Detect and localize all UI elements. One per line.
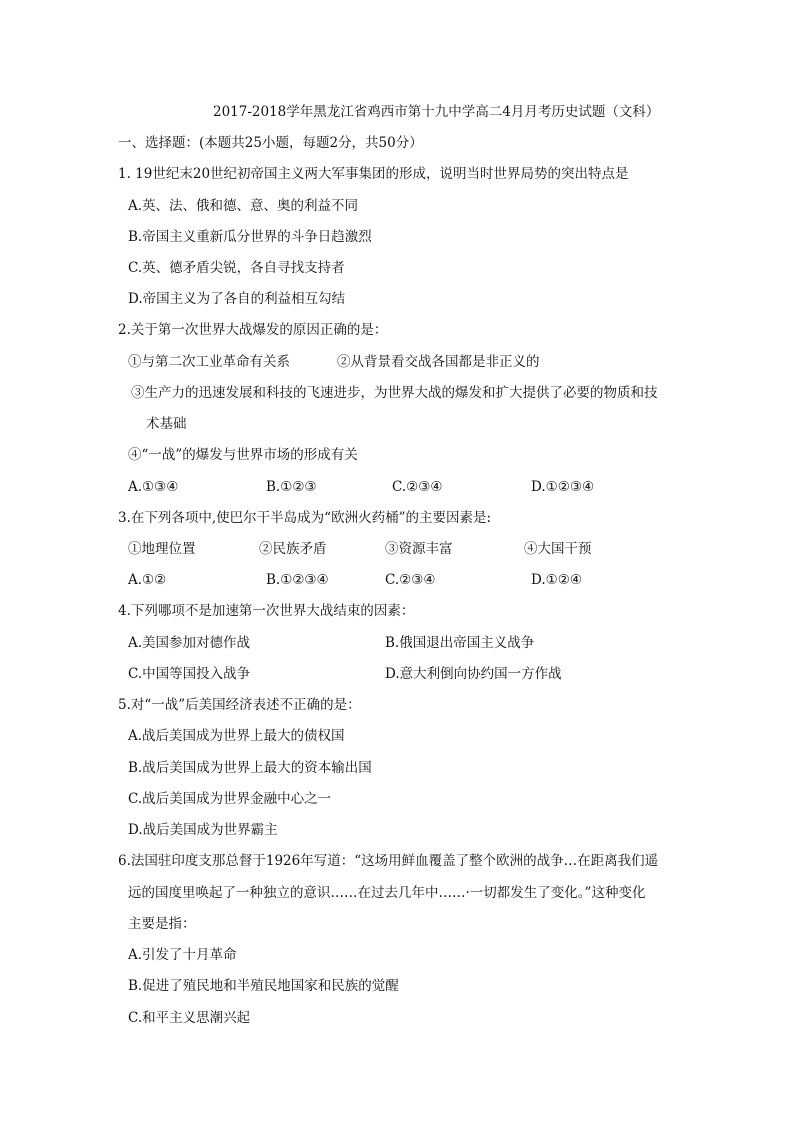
question-2-option-a: A.①③④: [128, 479, 179, 495]
question-6-stem-line-1: 6.法国驻印度支那总督于1926年写道：“这场用鲜血覆盖了整个欧洲的战争…在距离我们遥: [118, 853, 659, 869]
question-3-statement-4: ④大国干预: [524, 541, 592, 557]
question-2-option-d: D.①②③④: [531, 479, 595, 495]
question-6-option-a: A.引发了十月革命: [128, 947, 237, 963]
question-6-option-b: B.促进了殖民地和半殖民地国家和民族的觉醒: [128, 978, 399, 994]
question-6-stem-line-3: 主要是指：: [128, 916, 196, 932]
question-4-option-d: D.意大利倒向协约国一方作战: [385, 666, 562, 682]
question-2-statement-3: ③生产力的迅速发展和科技的飞速进步，为世界大战的爆发和扩大提供了必要的物质和技: [131, 385, 658, 401]
question-5-option-d: D.战后美国成为世界霸主: [128, 822, 278, 838]
question-3-statement-3: ③资源丰富: [385, 541, 453, 557]
question-3-option-a: A.①②: [128, 572, 167, 588]
question-4-option-b: B.俄国退出帝国主义战争: [385, 635, 535, 651]
question-2-option-c: C.②③④: [392, 479, 443, 495]
question-2-statement-2: ②从背景看交战各国都是非正义的: [337, 354, 540, 370]
question-3-statement-1: ①地理位置: [128, 541, 196, 557]
question-3-stem: 3.在下列各项中,使巴尔干半岛成为“欧洲火药桶”的主要因素是:: [118, 510, 492, 526]
question-2-statement-4: ④“一战”的爆发与世界市场的形成有关: [128, 447, 358, 463]
question-5-option-c: C.战后美国成为世界金融中心之一: [128, 791, 332, 807]
section-heading: 一、选择题：(本题共25小题，每题2分，共50分）: [118, 135, 423, 151]
question-5-stem: 5.对“一战”后美国经济表述不正确的是：: [118, 697, 361, 713]
question-2-option-b: B.①②③: [266, 479, 317, 495]
exam-title: 2017-2018学年黑龙江省鸡西市第十九中学高二4月月考历史试题（文科）: [213, 104, 660, 120]
question-1-option-a: A.英、法、俄和德、意、奥的利益不同: [128, 198, 359, 214]
question-2-statement-1: ①与第二次工业革命有关系: [128, 354, 290, 370]
question-1-stem: 1. 19世纪末20世纪初帝国主义两大军事集团的形成，说明当时世界局势的突出特点是: [118, 166, 629, 182]
question-3-option-d: D.①②④: [531, 572, 582, 588]
question-4-stem: 4.下列哪项不是加速第一次世界大战结束的因素：: [118, 603, 415, 619]
question-4-option-c: C.中国等国投入战争: [128, 666, 251, 682]
question-5-option-a: A.战后美国成为世界上最大的债权国: [128, 728, 345, 744]
question-2-stem: 2.关于第一次世界大战爆发的原因正确的是：: [118, 322, 388, 338]
question-5-option-b: B.战后美国成为世界上最大的资本输出国: [128, 760, 372, 776]
question-1-option-c: C.英、德矛盾尖锐，各自寻找支持者: [128, 260, 345, 276]
question-6-option-c: C.和平主义思潮兴起: [128, 1010, 251, 1026]
question-3-option-c: C.②③④: [385, 572, 436, 588]
question-3-option-b: B.①②③④: [266, 572, 329, 588]
question-4-option-a: A.美国参加对德作战: [128, 635, 251, 651]
question-6-stem-line-2: 远的国度里唤起了一种独立的意识……在过去几年中……·一切都发生了变化。”这种变化: [128, 885, 646, 901]
question-3-statement-2: ②民族矛盾: [259, 541, 327, 557]
question-1-option-d: D.帝国主义为了各自的利益相互勾结: [128, 291, 346, 307]
question-2-statement-3-cont: 术基础: [146, 416, 187, 432]
question-1-option-b: B.帝国主义重新瓜分世界的斗争日趋激烈: [128, 229, 372, 245]
